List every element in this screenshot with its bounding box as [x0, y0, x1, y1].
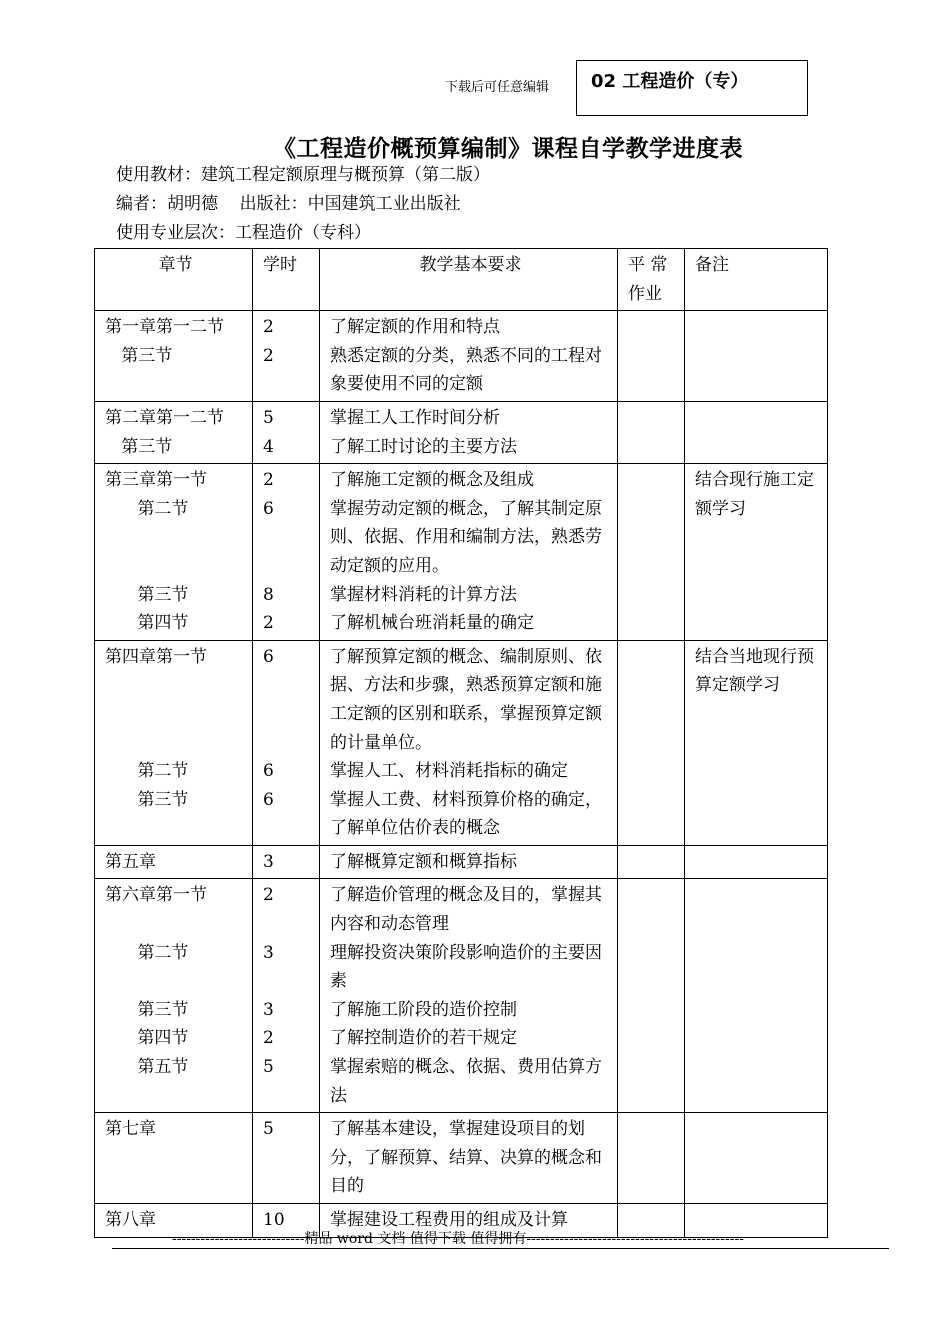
header-requirements: 教学基本要求	[320, 249, 618, 311]
chapter-text: 第三章第一节 第二节 第三节 第四节	[105, 470, 207, 634]
document-title: 《工程造价概预算编制》课程自学教学进度表	[273, 136, 743, 162]
hours-cell	[253, 401, 320, 463]
remarks-cell	[685, 845, 828, 879]
requirements-cell	[320, 311, 618, 402]
remarks-cell	[685, 1113, 828, 1204]
requirements-cell	[320, 879, 618, 1113]
header-chapter: 章节	[95, 249, 253, 311]
hours-text: 2 2	[263, 317, 274, 366]
table-row	[95, 1113, 828, 1204]
header-homework: 平 常作业	[618, 249, 685, 311]
chapter-text: 第七章	[105, 1119, 156, 1140]
hours-cell	[253, 879, 320, 1113]
remarks-cell	[685, 311, 828, 402]
requirements-text: 了解预算定额的概念、编制原则、依据、方法和步骤，熟悉预算定额和施工定额的区别和联系，掌握预算定额的计量单位。 掌握人工、材料消耗指标的确定 掌握人工费、材料预算价格的确定，了解单位估价表的概念	[330, 646, 602, 839]
requirements-cell	[320, 464, 618, 641]
hours-cell	[253, 640, 320, 845]
table-body	[95, 311, 828, 1237]
homework-cell	[618, 640, 685, 845]
chapter-text: 第八章	[105, 1210, 156, 1230]
download-note: 下载后可任意编辑	[445, 80, 550, 95]
table-row	[95, 464, 828, 641]
chapter-text: 第五章	[105, 851, 156, 872]
course-code-box: 02 工程造价（专）	[576, 60, 808, 116]
requirements-cell	[320, 845, 618, 879]
requirements-text: 掌握建设工程费用的组成及计算	[330, 1210, 568, 1230]
hours-text: 5	[263, 1119, 274, 1140]
hours-text: 2 3 3 2 5	[263, 885, 274, 1078]
requirements-cell	[320, 1113, 618, 1204]
homework-cell	[618, 879, 685, 1113]
table-row	[95, 311, 828, 402]
table-row	[95, 879, 828, 1113]
table-row	[95, 845, 828, 879]
hours-text: 5 4	[263, 407, 274, 457]
level-line: 使用专业层次：工程造价（专科）	[116, 223, 371, 243]
header-remarks: 备注	[685, 249, 828, 311]
chapter-cell	[95, 1113, 253, 1204]
requirements-text: 了解概算定额和概算指标	[330, 851, 517, 872]
requirements-text: 了解定额的作用和特点 熟悉定额的分类，熟悉不同的工程对象要使用不同的定额	[330, 317, 602, 395]
chapter-text: 第一章第一二节 第三节	[105, 317, 224, 366]
chapter-cell	[95, 464, 253, 641]
homework-cell	[618, 845, 685, 879]
hours-cell	[253, 464, 320, 641]
hours-text: 6 6 6	[263, 646, 274, 810]
chapter-cell	[95, 845, 253, 879]
header-hours: 学时	[253, 249, 320, 311]
requirements-cell	[320, 401, 618, 463]
chapter-text: 第四章第一节 第二节 第三节	[105, 646, 207, 810]
homework-cell	[618, 1113, 685, 1204]
requirements-text: 了解造价管理的概念及目的，掌握其内容和动态管理 理解投资决策阶段影响造价的主要因素 了解施工阶段的造价控制 了解控制造价的若干规定 掌握索赔的概念、依据、费用估算方法	[330, 885, 602, 1106]
textbook-line: 使用教材：建筑工程定额原理与概预算（第二版）	[116, 165, 490, 185]
schedule-table	[94, 248, 828, 1238]
hours-text: 10	[263, 1210, 285, 1230]
remarks-cell: 结合当地现行预算定额学习	[685, 640, 828, 845]
hours-cell	[253, 845, 320, 879]
chapter-cell	[95, 879, 253, 1113]
hours-text: 2 6 8 2	[263, 470, 274, 634]
table-row	[95, 401, 828, 463]
requirements-cell	[320, 640, 618, 845]
homework-cell	[618, 311, 685, 402]
remarks-cell	[685, 401, 828, 463]
homework-cell	[618, 401, 685, 463]
homework-cell	[618, 464, 685, 641]
chapter-cell	[95, 640, 253, 845]
remarks-cell: 结合现行施工定额学习	[685, 464, 828, 641]
hours-cell	[253, 1113, 320, 1204]
table-row	[95, 640, 828, 845]
hours-text: 3	[263, 851, 274, 872]
chapter-text: 第二章第一二节 第三节	[105, 407, 224, 457]
footer-note: ----------------------------精品 word 文档 值得下载 值得拥有----------------------------------------------	[172, 1231, 744, 1247]
requirements-text: 掌握工人工作时间分析 了解工时讨论的主要方法	[330, 407, 517, 457]
author-publisher-line: 编者：胡明德 出版社：中国建筑工业出版社	[116, 194, 461, 214]
chapter-cell	[95, 401, 253, 463]
remarks-cell	[685, 879, 828, 1113]
chapter-text: 第六章第一节 第二节 第三节 第四节 第五节	[105, 885, 207, 1078]
chapter-cell	[95, 311, 253, 402]
hours-cell	[253, 311, 320, 402]
requirements-text: 了解基本建设，掌握建设项目的划分，了解预算、结算、决算的概念和目的	[330, 1119, 602, 1197]
table-header-row	[95, 249, 828, 311]
requirements-text: 了解施工定额的概念及组成 掌握劳动定额的概念，了解其制定原则、依据、作用和编制方法，熟悉劳动定额的应用。 掌握材料消耗的计算方法 了解机械台班消耗量的确定	[330, 470, 602, 634]
footer-rule	[112, 1248, 889, 1249]
